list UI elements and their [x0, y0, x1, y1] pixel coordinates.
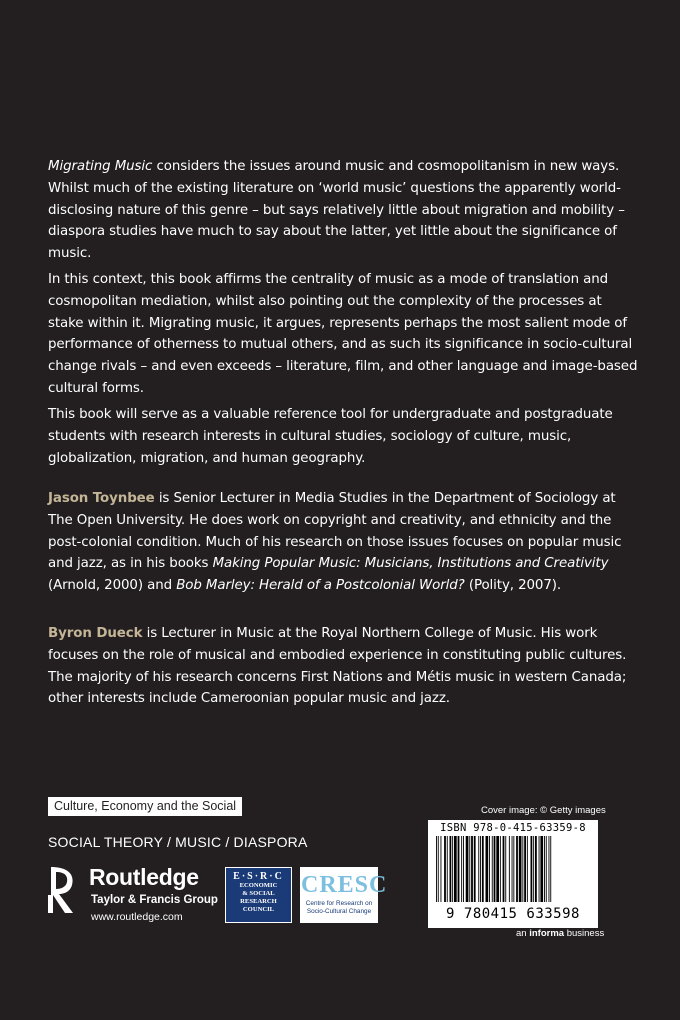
barcode-bar	[509, 836, 510, 902]
barcode-bar	[474, 836, 476, 902]
cresc-logo	[300, 867, 388, 923]
esrc-line: RESEARCH	[240, 898, 277, 905]
barcode-bar	[494, 836, 496, 902]
series-label: Culture, Economy and the Social	[48, 797, 242, 816]
barcode-bar	[519, 836, 522, 902]
barcode-bar	[535, 836, 537, 902]
blurb-text: considers the issues around music and cosmopolitanism in new ways. Whilst much of the existing literature on ‘world music’ questions the apparently world-disclosing nature of this genre – but says relatively little about migration and mobility – diaspora studies have much to say about the latter, yet little about the significance of music.	[48, 159, 625, 262]
barcode-bar	[516, 836, 518, 902]
barcode-bar	[492, 836, 493, 902]
bio-text: is Lecturer in Music at the Royal Northern College of Music. His work focuses on the role of musical and embodied experience in constituting public cultures. The majority of his research concerns First Nations and Métis music in western Canada; other interests include Cameroonian popular music and jazz.	[48, 626, 627, 707]
barcode-bar	[540, 836, 543, 902]
esrc-letters: E·S·R·C	[233, 871, 284, 882]
barcode-bar	[489, 836, 490, 902]
cover-image-credit: Cover image: © Getty images	[481, 805, 606, 816]
barcode-bar	[496, 836, 499, 902]
book-title: Migrating Music	[48, 159, 153, 174]
blurb-paragraph-2: In this context, this book affirms the centrality of music as a mode of translation and cosmopolitan mediation, whilst also pointing out the complexity of the processes at stake within it. Migrating music, it argues, represents perhaps the most salient mode of performance of otherness to mutual others, and as such its significance in socio-cultural change rivals – and even exceeds – literature, film, and other language and image-based cultural forms.	[48, 272, 638, 396]
barcode-bar	[533, 836, 534, 902]
barcode-bar	[480, 836, 481, 902]
isbn-text: ISBN 978-0-415-63359-8	[440, 822, 586, 834]
esrc-line: ECONOMIC	[239, 882, 278, 889]
barcode-bar	[441, 836, 442, 902]
book-title: Bob Marley: Herald of a Postcolonial World?	[176, 578, 465, 594]
barcode-bar	[503, 836, 505, 902]
barcode-bar	[482, 836, 484, 902]
barcode-bar	[436, 836, 437, 902]
publisher-group: Taylor & Francis Group	[91, 894, 218, 906]
informa-brand: informa	[529, 928, 565, 939]
barcode-bar	[505, 836, 506, 902]
publisher-website: www.routledge.com	[91, 911, 183, 923]
barcode-bar	[486, 836, 489, 902]
barcode-bar	[471, 836, 473, 902]
barcode-bar	[527, 836, 528, 902]
barcode-bar	[544, 836, 545, 902]
publisher-name: Routledge	[89, 864, 199, 890]
barcode-bar	[466, 836, 469, 902]
barcode-bar	[444, 836, 446, 902]
author-name: Jason Toynbee	[48, 491, 155, 506]
blurb-paragraph-1	[48, 156, 638, 265]
book-title: Making Popular Music: Musicians, Institutions and Creativity	[212, 556, 609, 572]
barcode-bar	[550, 836, 551, 902]
barcode	[428, 820, 598, 928]
author-name: Byron Dueck	[48, 626, 143, 641]
barcode-bar	[469, 836, 470, 902]
barcode-bar	[454, 836, 457, 902]
author-bio-dueck	[48, 623, 638, 710]
bio-text: is Senior Lecturer in Media Studies in the Department of Sociology at The Open University. He does work on copyright and creativity, and ethnicity and the post-colonial condition. Much of his research on those issues focuses on popular music and jazz, as in his books	[48, 491, 622, 572]
routledge-logo-icon	[48, 865, 78, 915]
barcode-bar	[546, 836, 547, 902]
barcode-bar	[549, 836, 550, 902]
barcode-bar	[512, 836, 513, 902]
cresc-line: Centre for Research on	[305, 900, 373, 907]
barcode-bar	[522, 836, 523, 902]
author-bio-toynbee	[48, 488, 638, 597]
bio-text: (Polity, 2007).	[464, 578, 562, 594]
barcode-bars	[436, 836, 591, 902]
barcode-bar	[450, 836, 452, 902]
barcode-bar	[463, 836, 464, 902]
barcode-bar	[539, 836, 540, 902]
barcode-bar	[447, 836, 448, 902]
esrc-line: COUNCIL	[242, 906, 275, 913]
barcode-bar	[458, 836, 460, 902]
barcode-bar	[513, 836, 514, 902]
barcode-bar	[452, 836, 453, 902]
bio-text: (Arnold, 2000) and	[48, 578, 177, 594]
informa-tagline: an informa business	[516, 928, 605, 939]
barcode-bar	[500, 836, 501, 902]
barcode-bar	[524, 836, 526, 902]
ean-number: 9 780415 633598	[446, 906, 580, 922]
esrc-line: & SOCIAL	[242, 890, 275, 897]
barcode-bar	[531, 836, 533, 902]
cresc-line: Socio-Cultural Change	[306, 907, 372, 915]
esrc-logo	[225, 867, 292, 923]
barcode-bar	[478, 836, 479, 902]
cresc-name: CRESC	[301, 872, 388, 898]
barcode-bar	[438, 836, 439, 902]
subject-categories: SOCIAL THEORY / MUSIC / DIASPORA	[48, 834, 308, 850]
barcode-bar	[461, 836, 462, 902]
blurb-paragraph-3: This book will serve as a valuable reference tool for undergraduate and postgraduate students with research interests in cultural studies, sociology of culture, music, globalization, migration, and human geography.	[48, 407, 613, 466]
